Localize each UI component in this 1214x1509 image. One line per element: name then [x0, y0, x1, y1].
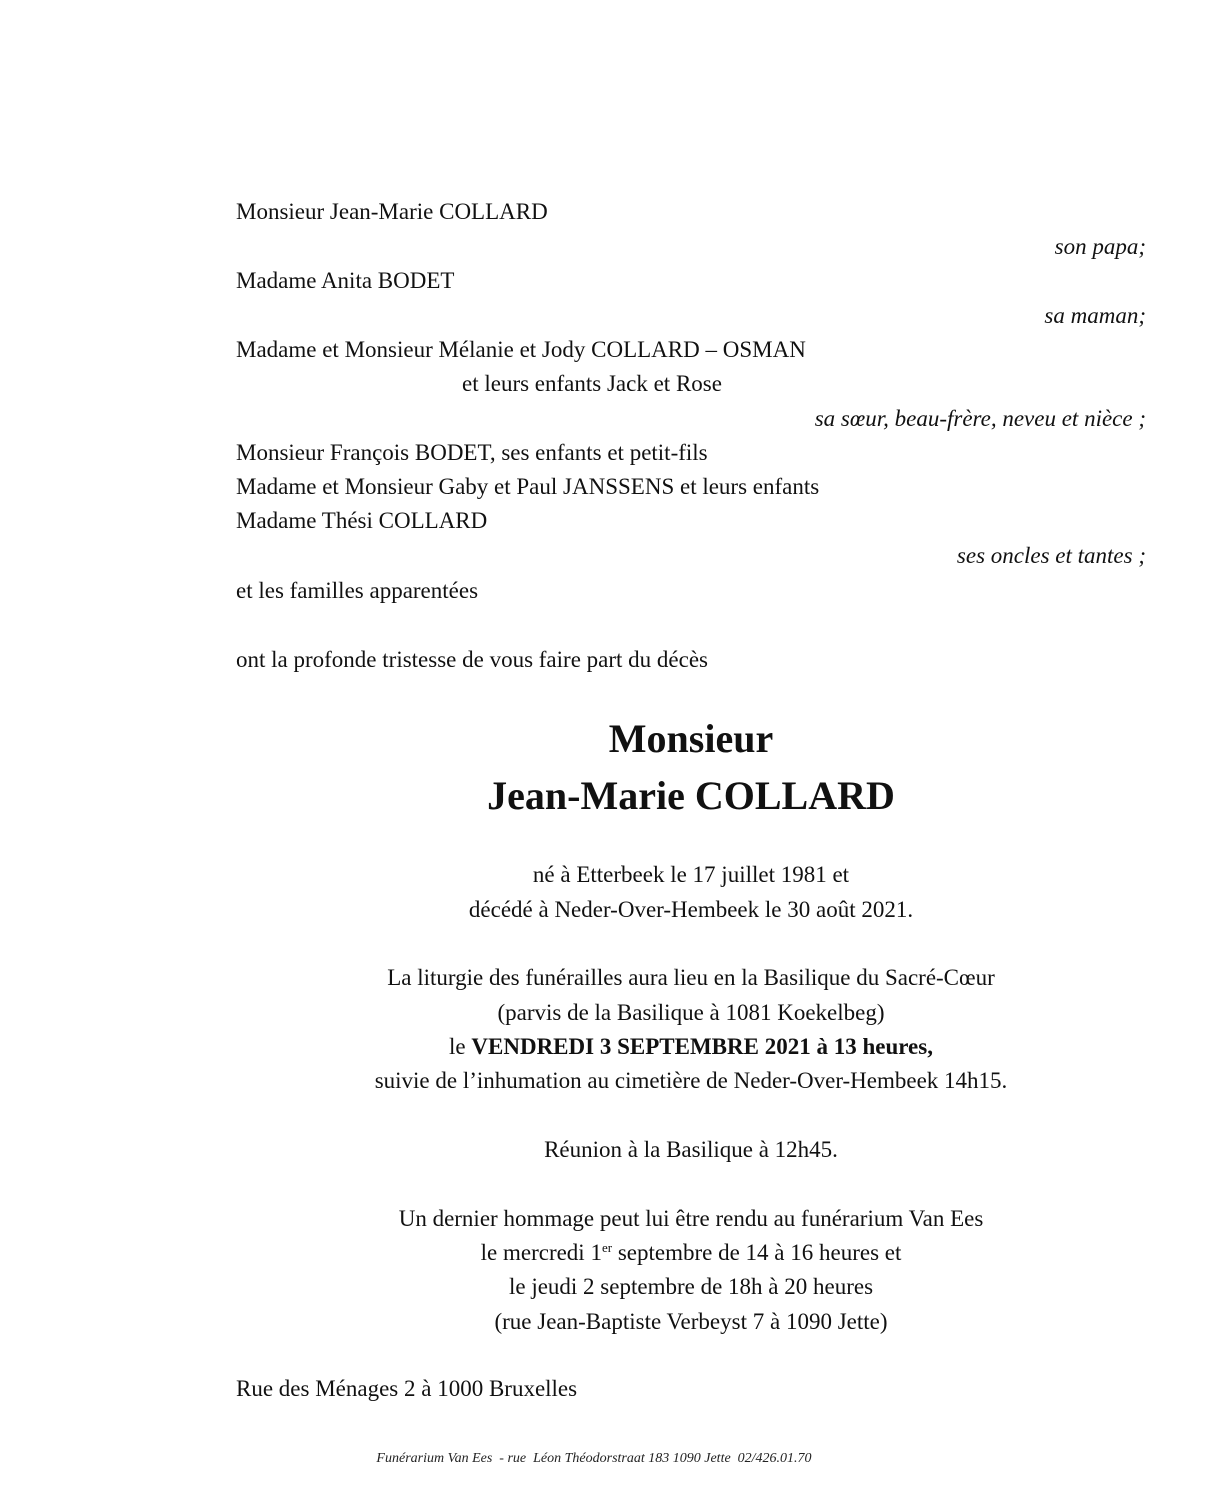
- sister-relation: sa sœur, beau-frère, neveu et nièce ;: [814, 406, 1146, 431]
- father-name: Monsieur Jean-Marie COLLARD: [236, 199, 548, 224]
- announcement: ont la profonde tristesse de vous faire part du décès: [236, 647, 708, 672]
- uncle-line-1: Monsieur François BODET, ses enfants et petit-fils: [236, 440, 708, 465]
- tribute-date-prefix: le mercredi 1: [480, 1240, 602, 1265]
- uncle-line-3: Madame Thési COLLARD: [236, 508, 488, 533]
- deceased-title: Monsieur: [608, 716, 774, 761]
- deceased-name: Jean-Marie COLLARD: [487, 773, 895, 818]
- meeting-line: Réunion à la Basilique à 12h45.: [544, 1137, 838, 1162]
- birth-line: né à Etterbeek le 17 juillet 1981 et: [532, 862, 850, 887]
- tribute-line-1: Un dernier hommage peut lui être rendu au funérarium Van Ees: [398, 1206, 984, 1231]
- sister-line-1: Madame et Monsieur Mélanie et Jody COLLARD – OSMAN: [236, 337, 806, 362]
- father-relation: son papa;: [1054, 234, 1146, 259]
- funeral-date-prefix: le: [449, 1034, 466, 1059]
- funeral-line-3: [236, 1032, 1146, 1062]
- uncle-line-2: Madame et Monsieur Gaby et Paul JANSSENS et leurs enfants: [236, 474, 820, 499]
- funeral-line-4: suivie de l’inhumation au cimetière de Neder-Over-Hembeek 14h15.: [374, 1068, 1008, 1093]
- tribute-line-3: le jeudi 2 septembre de 18h à 20 heures: [508, 1274, 874, 1299]
- sister-line-2: et leurs enfants Jack et Rose: [462, 371, 722, 396]
- tribute-line-4: (rue Jean-Baptiste Verbeyst 7 à 1090 Jette): [494, 1309, 888, 1334]
- address-line: Rue des Ménages 2 à 1000 Bruxelles: [236, 1376, 578, 1401]
- funeral-line-2: (parvis de la Basilique à 1081 Koekelbeg): [497, 1000, 885, 1025]
- tribute-date-suffix: septembre de 14 à 16 heures et: [612, 1240, 902, 1265]
- tribute-date-superscript: er: [601, 1240, 613, 1255]
- funeral-date: VENDREDI 3 SEPTEMBRE 2021 à 13 heures,: [471, 1034, 933, 1059]
- related-families: et les familles apparentées: [236, 578, 479, 603]
- mother-name: Madame Anita BODET: [236, 268, 455, 293]
- mother-relation: sa maman;: [1044, 303, 1146, 328]
- uncles-relation: ses oncles et tantes ;: [956, 543, 1146, 568]
- funeral-line-1: La liturgie des funérailles aura lieu en la Basilique du Sacré-Cœur: [387, 965, 995, 990]
- death-line: décédé à Neder-Over-Hembeek le 30 août 2021.: [468, 897, 914, 922]
- tribute-line-2: [236, 1238, 1146, 1268]
- funeral-home-footer: Funérarium Van Ees - rue Léon Théodorstraat 183 1090 Jette 02/426.01.70: [376, 1451, 812, 1466]
